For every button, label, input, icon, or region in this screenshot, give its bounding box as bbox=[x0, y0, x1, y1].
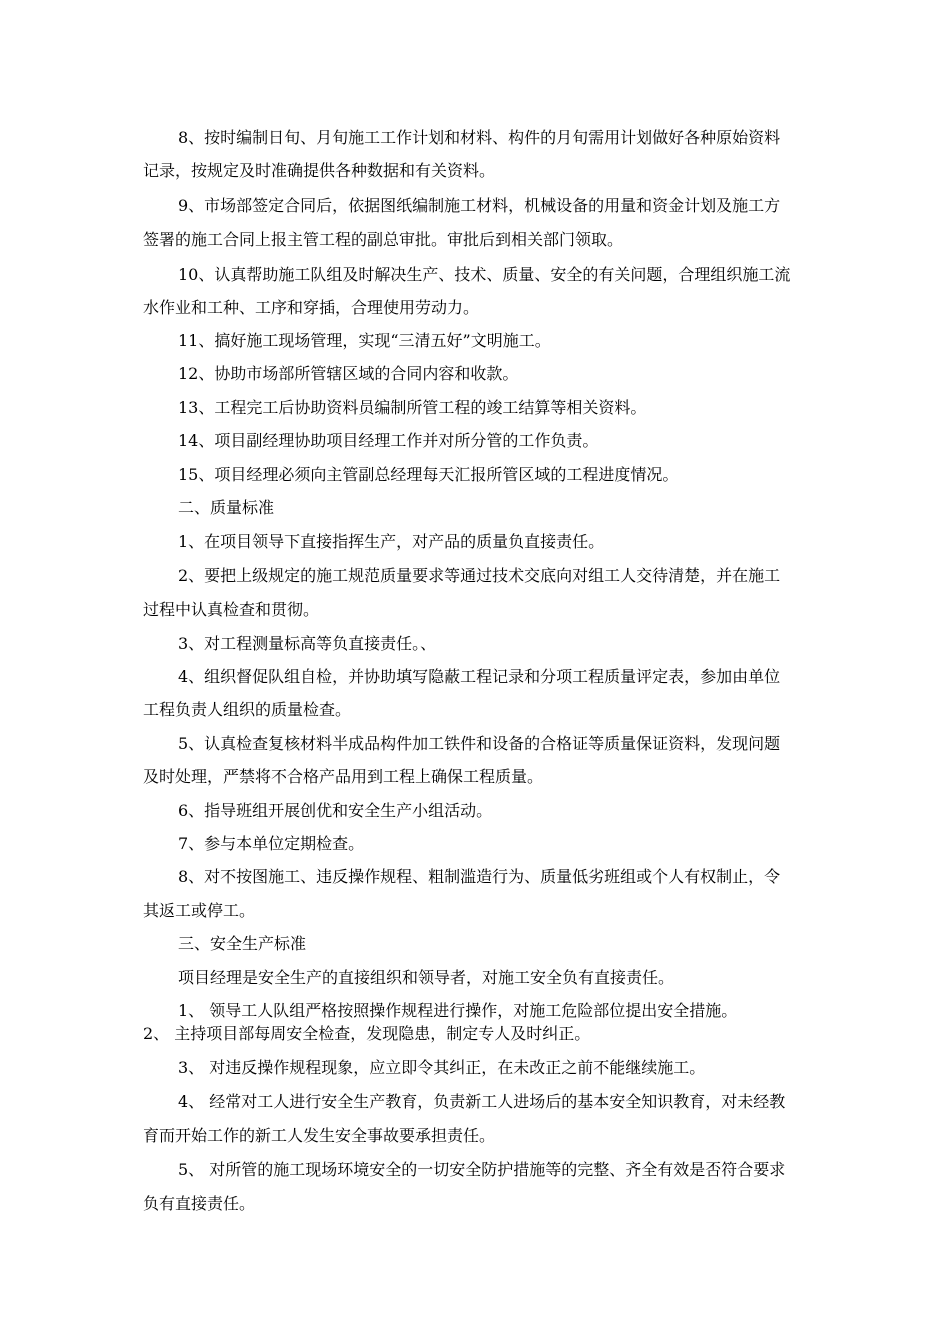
text-line: 负有直接责任。 bbox=[143, 1194, 256, 1213]
text-line: 及时处理，严禁将不合格产品用到工程上确保工程质量。 bbox=[143, 767, 544, 786]
text-line: 签署的施工合同上报主管工程的副总审批。审批后到相关部门领取。 bbox=[143, 230, 624, 249]
section-heading: 三、安全生产标准 bbox=[178, 934, 307, 953]
text-line: 9、市场部签定合同后，依据图纸编制施工材料，机械设备的用量和资金计划及施工方 bbox=[178, 196, 781, 215]
text-line: 其返工或停工。 bbox=[143, 901, 256, 920]
text-line: 1、 领导工人队组严格按照操作规程进行操作，对施工危险部位提出安全措施。 bbox=[178, 1001, 738, 1020]
text-line: 3、 对违反操作规程现象，应立即令其纠正，在未改正之前不能继续施工。 bbox=[178, 1058, 706, 1077]
text-line: 项目经理是安全生产的直接组织和领导者，对施工安全负有直接责任。 bbox=[178, 968, 675, 987]
text-line: 1、在项目领导下直接指挥生产，对产品的质量负直接责任。 bbox=[178, 532, 605, 551]
text-line: 2、 主持项目部每周安全检查，发现隐患，制定专人及时纠正。 bbox=[143, 1024, 591, 1043]
text-line: 4、组织督促队组自检，并协助填写隐蔽工程记录和分项工程质量评定表，参加由单位 bbox=[178, 667, 781, 686]
text-line: 5、 对所管的施工现场环境安全的一切安全防护措施等的完整、齐全有效是否符合要求 bbox=[178, 1160, 786, 1179]
text-line: 水作业和工种、工序和穿插，合理使用劳动力。 bbox=[143, 298, 480, 317]
text-line: 6、指导班组开展创优和安全生产小组活动。 bbox=[178, 801, 493, 820]
text-line: 13、工程完工后协助资料员编制所管工程的竣工结算等相关资料。 bbox=[178, 398, 647, 417]
text-line: 14、项目副经理协助项目经理工作并对所分管的工作负责。 bbox=[178, 431, 599, 450]
text-line: 育而开始工作的新工人发生安全事故要承担责任。 bbox=[143, 1126, 496, 1145]
text-line: 4、 经常对工人进行安全生产教育，负责新工人进场后的基本安全知识教育，对未经教 bbox=[178, 1092, 786, 1111]
section-heading: 二、质量标准 bbox=[178, 498, 275, 517]
text-line: 11、搞好施工现场管理，实现“三清五好”文明施工。 bbox=[178, 331, 551, 350]
text-line: 记录，按规定及时准确提供各种数据和有关资料。 bbox=[143, 161, 496, 180]
text-line: 2、要把上级规定的施工规范质量要求等通过技术交底向对组工人交待清楚，并在施工 bbox=[178, 566, 781, 585]
text-line: 3、对工程测量标高等负直接责任。、 bbox=[178, 634, 437, 653]
text-line: 12、协助市场部所管辖区域的合同内容和收款。 bbox=[178, 364, 519, 383]
text-line: 10、认真帮助施工队组及时解决生产、技术、质量、安全的有关问题，合理组织施工流 bbox=[178, 265, 791, 284]
text-line: 15、项目经理必须向主管副总经理每天汇报所管区域的工程进度情况。 bbox=[178, 465, 679, 484]
text-line: 7、参与本单位定期检查。 bbox=[178, 834, 365, 853]
text-line: 8、按时编制日旬、月旬施工工作计划和材料、构件的月旬需用计划做好各种原始资料 bbox=[178, 128, 781, 147]
text-line: 5、认真检查复核材料半成品构件加工铁件和设备的合格证等质量保证资料，发现问题 bbox=[178, 734, 781, 753]
text-line: 8、对不按图施工、违反操作规程、粗制滥造行为、质量低劣班组或个人有权制止，令 bbox=[178, 867, 781, 886]
text-line: 过程中认真检查和贯彻。 bbox=[143, 600, 320, 619]
text-line: 工程负责人组织的质量检查。 bbox=[143, 700, 352, 719]
